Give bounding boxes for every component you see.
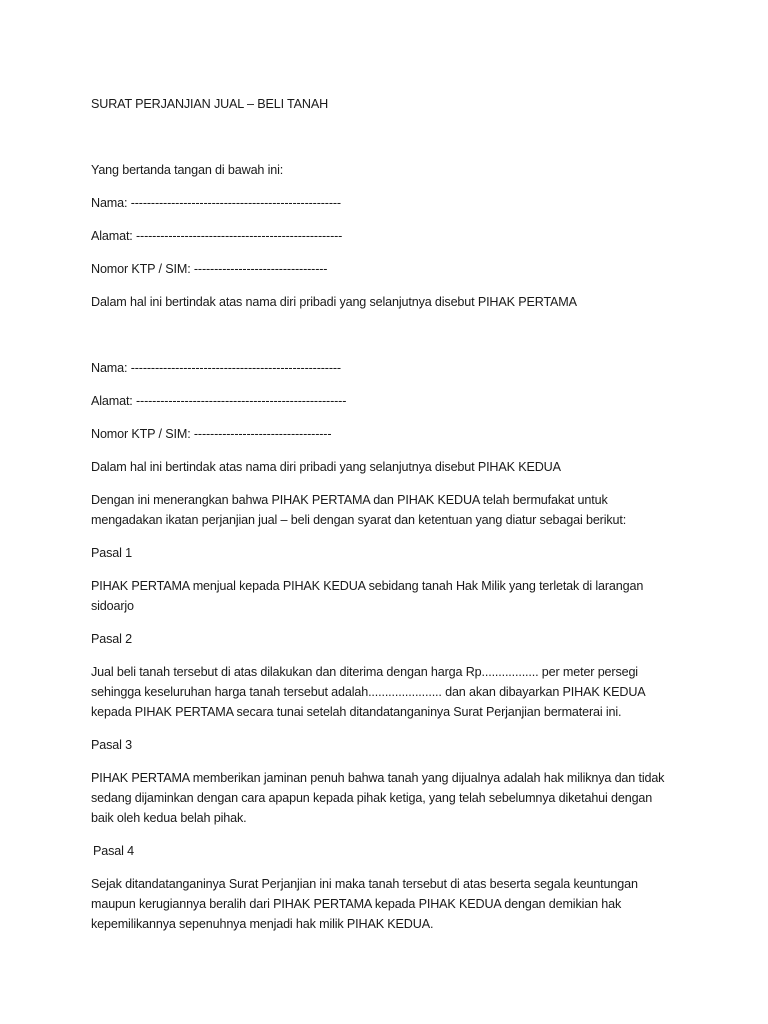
pasal-4-line: kepemilikannya sepenuhnya menjadi hak milik PIHAK KEDUA.: [91, 917, 434, 931]
pasal-4-line: maupun kerugiannya beralih dari PIHAK PERTAMA kepada PIHAK KEDUA dengan demikian hak: [91, 897, 622, 911]
pasal-3-line: baik oleh kedua belah pihak.: [91, 811, 247, 825]
document-body: [91, 94, 691, 934]
party2-statement: Dalam hal ini bertindak atas nama diri pribadi yang selanjutnya disebut PIHAK KEDUA: [91, 460, 561, 474]
pasal-2-line: Jual beli tanah tersebut di atas dilakukan dan diterima dengan harga Rp................. per meter persegi: [91, 665, 638, 679]
party2-alamat: Alamat: ----------------------------------------------------: [91, 394, 347, 408]
party1-statement: Dalam hal ini bertindak atas nama diri pribadi yang selanjutnya disebut PIHAK PERTAMA: [91, 295, 577, 309]
pasal-2-heading: Pasal 2: [91, 632, 132, 646]
pasal-4-heading: Pasal 4: [93, 844, 134, 858]
pasal-3-line: sedang dijaminkan dengan cara apapun kepada pihak ketiga, yang telah sebelumnya diketahui dengan: [91, 791, 653, 805]
pasal-3-line: PIHAK PERTAMA memberikan jaminan penuh bahwa tanah yang dijualnya adalah hak miliknya dan tidak: [91, 771, 665, 785]
pasal-1-heading: Pasal 1: [91, 546, 132, 560]
agreement-line: Dengan ini menerangkan bahwa PIHAK PERTAMA dan PIHAK KEDUA telah bermufakat untuk: [91, 493, 608, 507]
party1-alamat: Alamat: ---------------------------------------------------: [91, 229, 343, 243]
pasal-3-heading: Pasal 3: [91, 738, 132, 752]
agreement-line: mengadakan ikatan perjanjian jual – beli dengan syarat dan ketentuan yang diatur sebagai berikut:: [91, 513, 627, 527]
party1-nama: Nama: ----------------------------------------------------: [91, 196, 341, 210]
party1-ktp: Nomor KTP / SIM: ---------------------------------: [91, 262, 328, 276]
pasal-2-line: sehingga keseluruhan harga tanah tersebut adalah...................... dan akan dibayarkan PIHAK KEDUA: [91, 685, 646, 699]
party2-nama: Nama: ----------------------------------------------------: [91, 361, 341, 375]
party2-ktp: Nomor KTP / SIM: ----------------------------------: [91, 427, 332, 441]
pasal-2-line: kepada PIHAK PERTAMA secara tunai setelah ditandatanganinya Surat Perjanjian bermaterai ini.: [91, 705, 622, 719]
document-title: SURAT PERJANJIAN JUAL – BELI TANAH: [91, 97, 329, 111]
pasal-1-line: PIHAK PERTAMA menjual kepada PIHAK KEDUA sebidang tanah Hak Milik yang terletak di larangan: [91, 579, 644, 593]
pasal-1-line: sidoarjo: [91, 599, 134, 613]
pasal-4-line: Sejak ditandatanganinya Surat Perjanjian ini maka tanah tersebut di atas beserta segala keuntungan: [91, 877, 638, 891]
intro-text: Yang bertanda tangan di bawah ini:: [91, 163, 284, 177]
